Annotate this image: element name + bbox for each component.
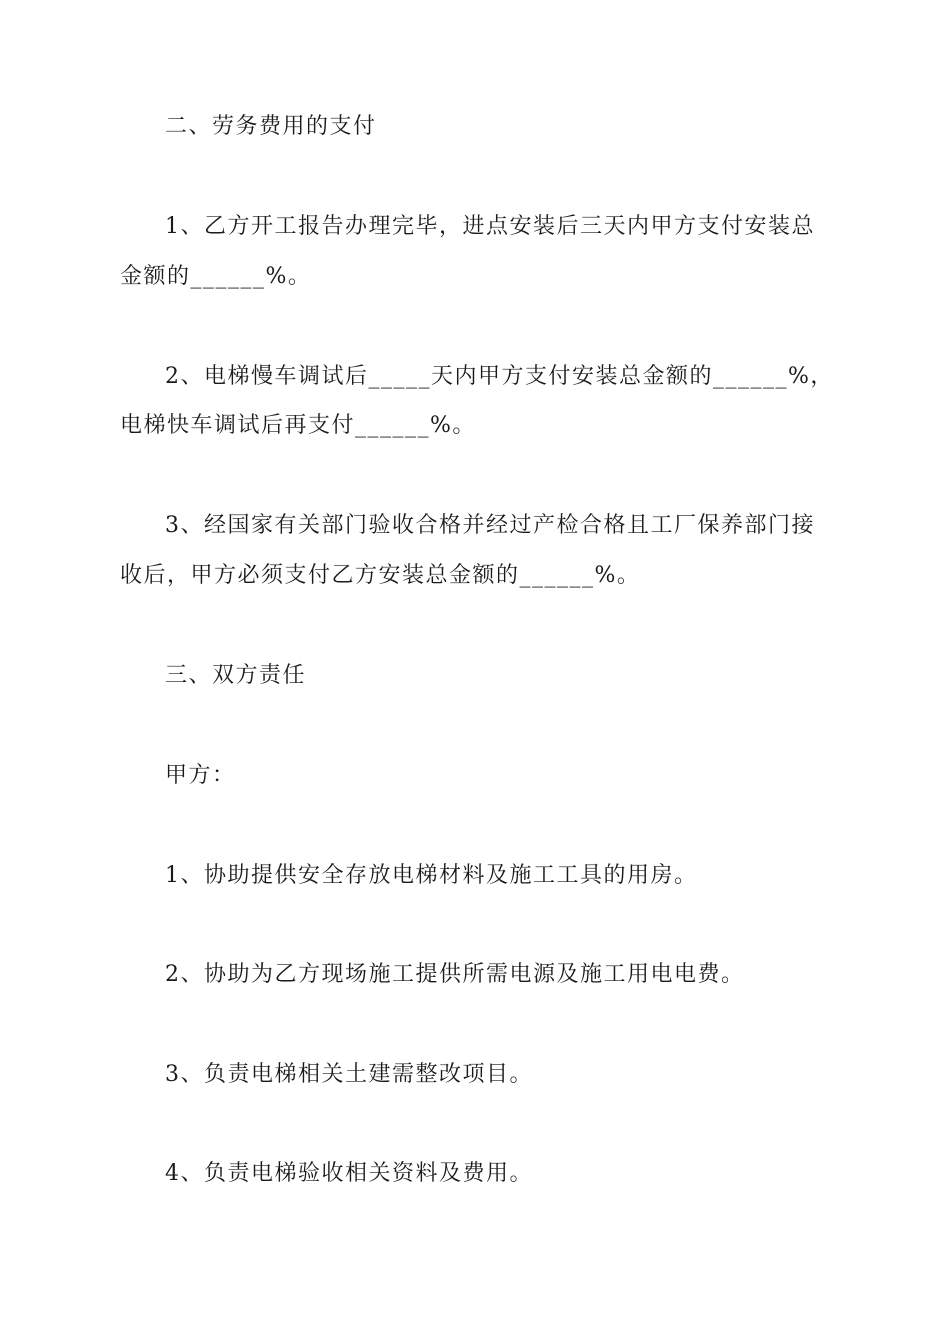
section-heading-responsibility: 三、双方责任 xyxy=(165,663,307,688)
payment-item-3-line-2: 收后，甲方必须支付乙方安装总金额的______%。 xyxy=(120,563,641,588)
payment-item-3-line-1: 3、经国家有关部门验收合格并经过产检合格且工厂保养部门接 xyxy=(165,513,815,538)
payment-item-1-line-1: 1、乙方开工报告办理完毕，进点安装后三天内甲方支付安装总 xyxy=(165,214,815,239)
party-a-duty-3: 3、负责电梯相关土建需整改项目。 xyxy=(165,1062,533,1087)
party-a-duty-2: 2、协助为乙方现场施工提供所需电源及施工用电电费。 xyxy=(165,962,745,987)
party-a-duty-4: 4、负责电梯验收相关资料及费用。 xyxy=(165,1161,533,1186)
section-heading-payment: 二、劳务费用的支付 xyxy=(165,114,377,139)
payment-item-2-line-1: 2、电梯慢车调试后_____天内甲方支付安装总金额的______%， xyxy=(165,364,834,389)
payment-item-2-line-2: 电梯快车调试后再支付______%。 xyxy=(120,413,476,438)
payment-item-1-line-2: 金额的______%。 xyxy=(120,264,312,289)
party-a-duty-1: 1、协助提供安全存放电梯材料及施工工具的用房。 xyxy=(165,863,698,888)
party-a-label: 甲方： xyxy=(165,763,236,788)
